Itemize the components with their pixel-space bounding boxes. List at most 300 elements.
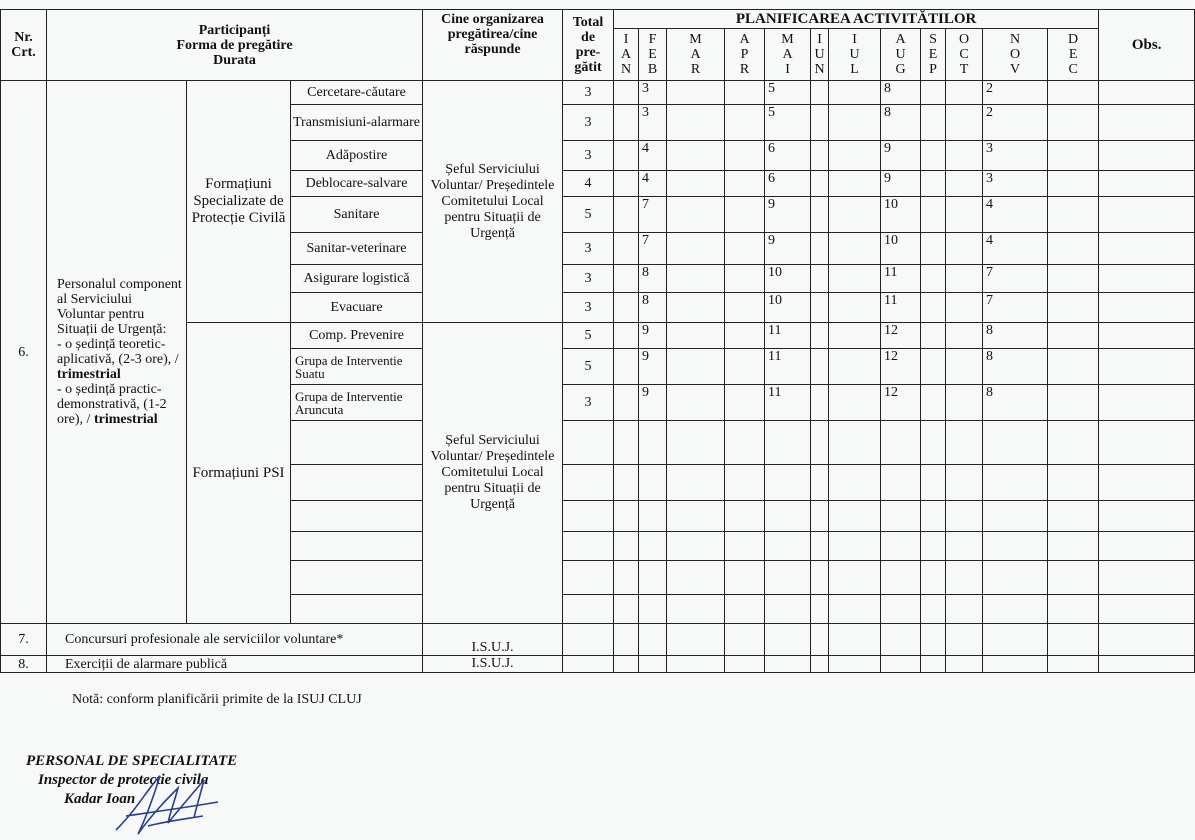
month-value-nov: 4 [983, 197, 1048, 233]
total-value: 4 [563, 171, 614, 197]
month-cell [811, 349, 829, 385]
month-value-nov: 8 [983, 385, 1048, 421]
header-planning-title: PLANIFICAREA ACTIVITĂTILOR [614, 10, 1099, 29]
header-nr-crt: Nr. Crt. [1, 10, 47, 81]
month-cell [946, 421, 983, 465]
month-header: O C T [946, 29, 983, 81]
formation-name: Cercetare-căutare [291, 81, 423, 105]
month-cell [946, 141, 983, 171]
obs-cell [1099, 465, 1195, 501]
month-cell [946, 323, 983, 349]
month-cell [921, 81, 946, 105]
month-cell [921, 561, 946, 595]
month-value-nov: 8 [983, 349, 1048, 385]
month-cell [667, 141, 725, 171]
obs-cell [1099, 323, 1195, 349]
formation-name-empty [291, 421, 423, 465]
month-cell [811, 421, 829, 465]
row8-number: 8. [1, 656, 47, 673]
formation-name: Grupa de Interventie Suatu [291, 349, 423, 385]
month-cell [667, 501, 725, 532]
month-value-mai: 5 [765, 81, 811, 105]
month-cell [667, 421, 725, 465]
month-cell [614, 501, 639, 532]
month-cell [639, 465, 667, 501]
total-empty [563, 595, 614, 624]
month-cell [829, 465, 881, 501]
row7-activity: Concursuri profesionale ale serviciilor voluntare* [47, 624, 423, 656]
month-value-feb: 3 [639, 105, 667, 141]
month-cell [725, 532, 765, 561]
signature-role: PERSONAL DE SPECIALITATE [26, 753, 238, 769]
month-cell [1048, 501, 1099, 532]
month-cell [921, 595, 946, 624]
month-cell [811, 141, 829, 171]
formation-name: Asigurare logistică [291, 265, 423, 293]
month-cell [811, 656, 829, 673]
month-cell [811, 595, 829, 624]
month-cell [829, 233, 881, 265]
month-cell [881, 501, 921, 532]
month-cell [725, 385, 765, 421]
month-cell [725, 293, 765, 323]
formation-name: Adăpostire [291, 141, 423, 171]
month-cell [667, 532, 725, 561]
month-cell [614, 81, 639, 105]
month-cell [1048, 233, 1099, 265]
month-value-feb: 7 [639, 233, 667, 265]
month-cell [829, 81, 881, 105]
month-cell [811, 105, 829, 141]
month-cell [1048, 197, 1099, 233]
obs-cell [1099, 293, 1195, 323]
month-cell [765, 465, 811, 501]
month-value-mai: 9 [765, 197, 811, 233]
month-cell [639, 532, 667, 561]
month-cell [946, 624, 983, 656]
month-cell [725, 323, 765, 349]
month-cell [667, 323, 725, 349]
month-cell [983, 624, 1048, 656]
month-cell [667, 595, 725, 624]
month-value-nov: 7 [983, 265, 1048, 293]
total-empty [563, 624, 614, 656]
month-value-aug: 8 [881, 81, 921, 105]
month-cell [946, 385, 983, 421]
month-cell [725, 349, 765, 385]
total-value: 3 [563, 265, 614, 293]
total-empty [563, 561, 614, 595]
month-value-aug: 12 [881, 349, 921, 385]
month-cell [829, 624, 881, 656]
month-cell [983, 595, 1048, 624]
month-cell [725, 595, 765, 624]
header-organizer: Cine organizarea pregătirea/cine răspunde [423, 10, 563, 81]
month-value-mai: 9 [765, 233, 811, 265]
month-cell [1048, 323, 1099, 349]
formation-name: Sanitare [291, 197, 423, 233]
obs-cell [1099, 171, 1195, 197]
month-cell [881, 532, 921, 561]
month-value-aug: 11 [881, 265, 921, 293]
month-value-nov: 2 [983, 81, 1048, 105]
month-header: I U N [811, 29, 829, 81]
month-cell [983, 532, 1048, 561]
month-cell [983, 421, 1048, 465]
month-value-aug: 11 [881, 293, 921, 323]
month-cell [829, 197, 881, 233]
month-value-mai: 10 [765, 265, 811, 293]
month-cell [946, 197, 983, 233]
month-cell [614, 323, 639, 349]
month-header: I U L [829, 29, 881, 81]
month-cell [829, 323, 881, 349]
header-participants: Participanți Forma de pregătire Durata [47, 10, 423, 81]
obs-cell [1099, 385, 1195, 421]
month-cell [921, 171, 946, 197]
month-cell [1048, 595, 1099, 624]
formation-name: Deblocare-salvare [291, 171, 423, 197]
formation-name-empty [291, 501, 423, 532]
month-cell [921, 323, 946, 349]
month-value-mai: 5 [765, 105, 811, 141]
month-cell [614, 171, 639, 197]
obs-cell [1099, 197, 1195, 233]
month-cell [725, 105, 765, 141]
month-value-nov: 3 [983, 141, 1048, 171]
total-empty [563, 465, 614, 501]
month-cell [667, 265, 725, 293]
month-cell [921, 624, 946, 656]
month-cell [725, 624, 765, 656]
month-cell [921, 532, 946, 561]
month-cell [725, 233, 765, 265]
month-value-mai: 6 [765, 171, 811, 197]
month-cell [946, 105, 983, 141]
obs-cell [1099, 561, 1195, 595]
month-cell [811, 561, 829, 595]
month-cell [921, 105, 946, 141]
month-cell [725, 141, 765, 171]
formation-name-empty [291, 465, 423, 501]
footnote: Notă: conform planificării primite de la ISUJ CLUJ [72, 692, 362, 707]
month-cell [765, 532, 811, 561]
obs-cell [1099, 81, 1195, 105]
month-cell [614, 141, 639, 171]
month-cell [946, 81, 983, 105]
formation-name-empty [291, 561, 423, 595]
month-cell [667, 656, 725, 673]
month-cell [667, 81, 725, 105]
formation-name-empty [291, 532, 423, 561]
month-value-aug: 10 [881, 197, 921, 233]
total-value: 3 [563, 141, 614, 171]
month-header: S E P [921, 29, 946, 81]
total-empty [563, 532, 614, 561]
month-cell [983, 561, 1048, 595]
total-empty [563, 501, 614, 532]
month-cell [1048, 465, 1099, 501]
month-cell [614, 624, 639, 656]
month-cell [811, 385, 829, 421]
month-value-mai: 11 [765, 323, 811, 349]
month-cell [614, 349, 639, 385]
month-header: M A I [765, 29, 811, 81]
month-cell [946, 233, 983, 265]
formation-name-empty [291, 595, 423, 624]
month-cell [946, 595, 983, 624]
month-cell [765, 561, 811, 595]
row-6-number: 6. [1, 81, 47, 624]
month-value-mai: 11 [765, 349, 811, 385]
obs-cell [1099, 595, 1195, 624]
month-value-nov: 8 [983, 323, 1048, 349]
month-cell [921, 385, 946, 421]
month-cell [881, 421, 921, 465]
month-cell [811, 233, 829, 265]
organizer-group-2: Șeful Serviciului Voluntar/ Președintele Comitetului Local pentru Situații de Urgență [423, 323, 563, 624]
month-cell [811, 293, 829, 323]
month-cell [725, 171, 765, 197]
month-cell [829, 385, 881, 421]
month-cell [765, 501, 811, 532]
month-cell [829, 293, 881, 323]
total-value: 5 [563, 197, 614, 233]
month-cell [811, 323, 829, 349]
month-cell [614, 265, 639, 293]
month-cell [667, 385, 725, 421]
month-cell [725, 561, 765, 595]
month-value-mai: 11 [765, 385, 811, 421]
month-value-aug: 10 [881, 233, 921, 265]
month-cell [1048, 349, 1099, 385]
month-cell [946, 465, 983, 501]
month-value-feb: 9 [639, 349, 667, 385]
month-value-nov: 4 [983, 233, 1048, 265]
month-cell [829, 595, 881, 624]
obs-cell [1099, 421, 1195, 465]
row7-number: 7. [1, 624, 47, 656]
month-cell [1048, 81, 1099, 105]
total-value: 3 [563, 81, 614, 105]
month-value-feb: 4 [639, 171, 667, 197]
month-header: A U G [881, 29, 921, 81]
formation-name: Grupa de Interventie Aruncuta [291, 385, 423, 421]
month-cell [725, 465, 765, 501]
group-civil-protection: Formațiuni Specializate de Protecție Civilă [187, 81, 291, 323]
month-cell [921, 197, 946, 233]
total-value: 3 [563, 233, 614, 265]
obs-cell [1099, 349, 1195, 385]
month-cell [946, 561, 983, 595]
month-cell [1048, 265, 1099, 293]
month-cell [881, 561, 921, 595]
month-cell [946, 293, 983, 323]
month-cell [667, 561, 725, 595]
month-cell [829, 501, 881, 532]
month-value-feb: 7 [639, 197, 667, 233]
month-header: F E B [639, 29, 667, 81]
total-value: 5 [563, 349, 614, 385]
month-cell [921, 293, 946, 323]
signature-name: Kadar Ioan [64, 791, 136, 807]
month-cell [946, 501, 983, 532]
month-cell [667, 105, 725, 141]
month-cell [946, 171, 983, 197]
month-cell [946, 349, 983, 385]
month-cell [725, 501, 765, 532]
month-cell [1048, 141, 1099, 171]
row8-activity: Exerciții de alarmare publică [47, 656, 423, 673]
month-cell [1048, 624, 1099, 656]
month-cell [614, 293, 639, 323]
month-cell [921, 465, 946, 501]
formation-name: Sanitar-veterinare [291, 233, 423, 265]
obs-cell [1099, 532, 1195, 561]
month-cell [829, 141, 881, 171]
month-cell [921, 656, 946, 673]
month-cell [829, 349, 881, 385]
month-cell [921, 233, 946, 265]
month-cell [1048, 293, 1099, 323]
obs-cell [1099, 141, 1195, 171]
obs-cell [1099, 105, 1195, 141]
month-cell [639, 561, 667, 595]
month-cell [829, 171, 881, 197]
month-value-aug: 9 [881, 171, 921, 197]
month-cell [829, 532, 881, 561]
activity-planning-table [0, 9, 1195, 673]
month-cell [811, 624, 829, 656]
month-cell [1048, 532, 1099, 561]
month-header: A P R [725, 29, 765, 81]
obs-cell [1099, 233, 1195, 265]
month-cell [811, 197, 829, 233]
month-cell [983, 465, 1048, 501]
month-cell [811, 171, 829, 197]
month-cell [811, 81, 829, 105]
month-cell [946, 532, 983, 561]
month-cell [614, 105, 639, 141]
month-cell [639, 501, 667, 532]
month-cell [667, 197, 725, 233]
month-cell [811, 465, 829, 501]
month-cell [614, 385, 639, 421]
obs-cell [1099, 656, 1195, 673]
month-cell [614, 532, 639, 561]
month-cell [639, 421, 667, 465]
month-value-nov: 7 [983, 293, 1048, 323]
month-cell [829, 105, 881, 141]
month-cell [921, 141, 946, 171]
total-value: 3 [563, 105, 614, 141]
month-cell [765, 656, 811, 673]
month-cell [811, 532, 829, 561]
formation-name: Evacuare [291, 293, 423, 323]
header-total: Total de pre- gătit [563, 10, 614, 81]
month-value-feb: 3 [639, 81, 667, 105]
month-cell [667, 349, 725, 385]
month-cell [1048, 656, 1099, 673]
month-cell [639, 624, 667, 656]
month-cell [667, 624, 725, 656]
month-cell [614, 561, 639, 595]
month-cell [765, 421, 811, 465]
formation-name: Comp. Prevenire [291, 323, 423, 349]
month-value-feb: 9 [639, 323, 667, 349]
month-cell [1048, 105, 1099, 141]
month-value-nov: 3 [983, 171, 1048, 197]
month-cell [921, 501, 946, 532]
organizer-group-1: Șeful Serviciului Voluntar/ Președintele Comitetului Local pentru Situații de Urgență [423, 81, 563, 323]
month-cell [881, 656, 921, 673]
month-cell [614, 197, 639, 233]
month-cell [725, 81, 765, 105]
month-cell [667, 233, 725, 265]
header-obs: Obs. [1099, 10, 1195, 81]
total-empty [563, 421, 614, 465]
formation-name: Transmisiuni-alarmare [291, 105, 423, 141]
month-cell [921, 265, 946, 293]
month-value-aug: 8 [881, 105, 921, 141]
month-header: N O V [983, 29, 1048, 81]
month-cell [983, 656, 1048, 673]
signature-title: Inspector de protectie civila [38, 772, 209, 788]
month-cell [829, 421, 881, 465]
month-cell [614, 421, 639, 465]
month-value-aug: 9 [881, 141, 921, 171]
month-header: I A N [614, 29, 639, 81]
total-empty [563, 656, 614, 673]
month-cell [667, 293, 725, 323]
total-value: 5 [563, 323, 614, 349]
month-cell [811, 501, 829, 532]
month-cell [1048, 421, 1099, 465]
month-cell [881, 595, 921, 624]
month-cell [614, 656, 639, 673]
month-cell [829, 265, 881, 293]
month-cell [725, 421, 765, 465]
month-value-feb: 8 [639, 293, 667, 323]
month-value-nov: 2 [983, 105, 1048, 141]
month-cell [1048, 171, 1099, 197]
month-value-feb: 4 [639, 141, 667, 171]
month-cell [946, 265, 983, 293]
month-cell [829, 656, 881, 673]
group-psi: Formațiuni PSI [187, 323, 291, 624]
total-value: 3 [563, 385, 614, 421]
obs-cell [1099, 501, 1195, 532]
month-value-feb: 8 [639, 265, 667, 293]
handwritten-signature [108, 768, 228, 840]
month-cell [725, 656, 765, 673]
month-header: D E C [1048, 29, 1099, 81]
month-cell [946, 656, 983, 673]
month-cell [639, 656, 667, 673]
month-cell [667, 171, 725, 197]
month-cell [725, 197, 765, 233]
month-value-aug: 12 [881, 323, 921, 349]
month-value-feb: 9 [639, 385, 667, 421]
month-cell [639, 595, 667, 624]
month-cell [725, 265, 765, 293]
month-cell [811, 265, 829, 293]
personnel-description: Personalul component al Serviciului Voluntar pentru Situații de Urgență: - o ședință teoretic-aplicativă, (2-3 ore), / trimestrial - o ședință practic-demonstrativă, (1-2 ore), / trimestrial [47, 81, 187, 624]
month-cell [983, 501, 1048, 532]
month-cell [1048, 385, 1099, 421]
month-cell [881, 465, 921, 501]
month-cell [765, 595, 811, 624]
